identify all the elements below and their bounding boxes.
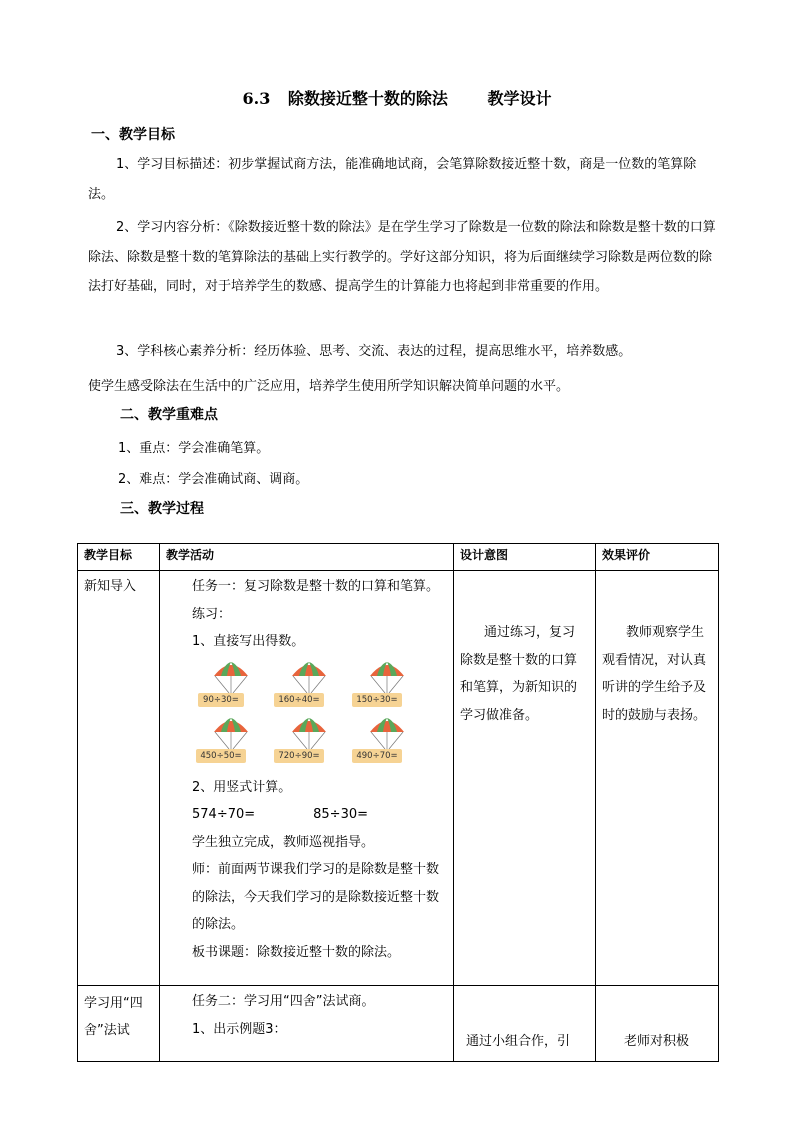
calc-a: 574÷70=: [192, 807, 256, 822]
row1-intent-cell: [454, 571, 596, 986]
parachute-card: [270, 716, 348, 770]
section-1-heading: 一、教学目标: [91, 127, 175, 143]
header-evaluation-label: 效果评价: [602, 548, 651, 562]
row1-intent-wrap: [454, 571, 595, 729]
exercise-label: 160÷40=: [274, 693, 324, 707]
row1-eval-wrap: [596, 571, 718, 729]
header-intent: [454, 544, 596, 571]
row1-goal-cell: [78, 571, 160, 986]
title-tail: 教学设计: [487, 89, 552, 108]
vertical-calc-row: [168, 801, 447, 829]
parachute-exercises: [168, 660, 447, 770]
exercise-label: 90÷30=: [198, 693, 244, 707]
header-goal: [78, 544, 160, 571]
row1-line-c: 板书课题：除数接近整十数的除法。: [192, 944, 401, 960]
row2-evaluation-cell: [596, 986, 719, 1062]
parachute-icon: [290, 660, 328, 696]
objective-text-2: 2、学习内容分析：《除数接近整十数的除法》是在学生学习了除数是一位数的除法和除数是整十数的口算除法、除数是整十数的笔算除法的基础上实行教学的。学好这部分知识，将为后面继续学习除数是两位数的除法打好基础，同时，对于培养学生的数感、提高学生的计算能力也将起到非常重要的作用。: [88, 220, 716, 294]
row1-eval: 教师观察学生观看情况，对认真听讲的学生给予及时的鼓励与表扬。: [602, 625, 707, 723]
calc-b: 85÷30=: [313, 807, 369, 822]
section-2-heading: 二、教学重难点: [120, 407, 218, 423]
row2-task: 任务二：学习用“四舍”法试商。: [192, 994, 375, 1009]
parachute-card: [192, 716, 270, 770]
row1-activity-cell: [160, 571, 454, 986]
header-intent-label: 设计意图: [460, 548, 509, 562]
parachute-card: [270, 660, 348, 714]
objective-paragraph-3: [88, 337, 716, 367]
teaching-process-table: [77, 543, 719, 1062]
objective-text-3: 3、学科核心素养分析：经历体验、思考、交流、表达的过程，提高思维水平，培养数感。: [116, 344, 632, 359]
parachute-card: [192, 660, 270, 714]
row1-item-1: 1、直接写出得数。: [192, 634, 305, 649]
header-goal-label: 教学目标: [84, 548, 133, 562]
row1-evaluation-cell: [596, 571, 719, 986]
row1-task: 任务一：复习除数是整十数的口算和笔算。: [192, 579, 440, 594]
row2-intent: 通过小组合作，引: [466, 1034, 571, 1049]
row1-line-a: 学生独立完成，教师巡视指导。: [192, 834, 375, 850]
parachute-icon: [368, 716, 406, 752]
row1-item-2: 2、用竖式计算。: [192, 779, 292, 795]
exercise-label: 720÷90=: [274, 749, 324, 763]
document-title: [0, 86, 794, 109]
row1-practice-label: 练习：: [192, 606, 232, 622]
row2-goal: 学习用“四舍”法试: [84, 996, 143, 1038]
header-activity: [160, 544, 454, 571]
row1-intent: 通过练习，复习除数是整十数的口算和笔算，为新知识的学习做准备。: [460, 625, 578, 723]
objective-paragraph-2: [88, 213, 716, 302]
table-header-row: [78, 544, 719, 571]
row2-intent-cell: [454, 986, 596, 1062]
header-evaluation: [596, 544, 719, 571]
objective-text-1: 1、学习目标描述：初步掌握试商方法，能准确地试商，会笔算除数接近整十数，商是一位数的笔算除法。: [88, 157, 697, 202]
exercise-label: 450÷50=: [196, 749, 246, 763]
table-row: [78, 571, 719, 986]
parachute-icon: [290, 716, 328, 752]
difficult-point: 2、难点：学会准确试商、调商。: [118, 472, 309, 487]
row2-activity-cell: [160, 986, 454, 1062]
header-activity-label: 教学活动: [166, 548, 215, 562]
row2-goal-cell: [78, 986, 160, 1062]
exercise-label: 150÷30=: [352, 693, 402, 707]
exercise-label: 490÷70=: [352, 749, 402, 763]
key-point: 1、重点：学会准确笔算。: [118, 441, 270, 456]
parachute-card: [348, 660, 426, 714]
row1-line-b: 师：前面两节课我们学习的是除数是整十数的除法，今天我们学习的是除数接近整十数的除法。: [192, 862, 440, 932]
row1-goal: 新知导入: [84, 579, 137, 594]
title-main: 除数接近整十数的除法: [287, 89, 448, 108]
parachute-card: [348, 716, 426, 770]
objective-paragraph-4: 使学生感受除法在生活中的广泛应用，培养学生使用所学知识解决简单问题的水平。: [88, 379, 570, 394]
title-number: 6.3: [242, 89, 271, 108]
row2-item-1: 1、出示例题3：: [192, 1021, 287, 1037]
section-3-heading: 三、教学过程: [120, 501, 204, 517]
parachute-icon: [212, 660, 250, 696]
parachute-icon: [212, 716, 250, 752]
objective-paragraph-1: [88, 150, 716, 209]
row2-eval: 老师对积极: [624, 1034, 690, 1049]
table-row: [78, 986, 719, 1062]
parachute-icon: [368, 660, 406, 696]
